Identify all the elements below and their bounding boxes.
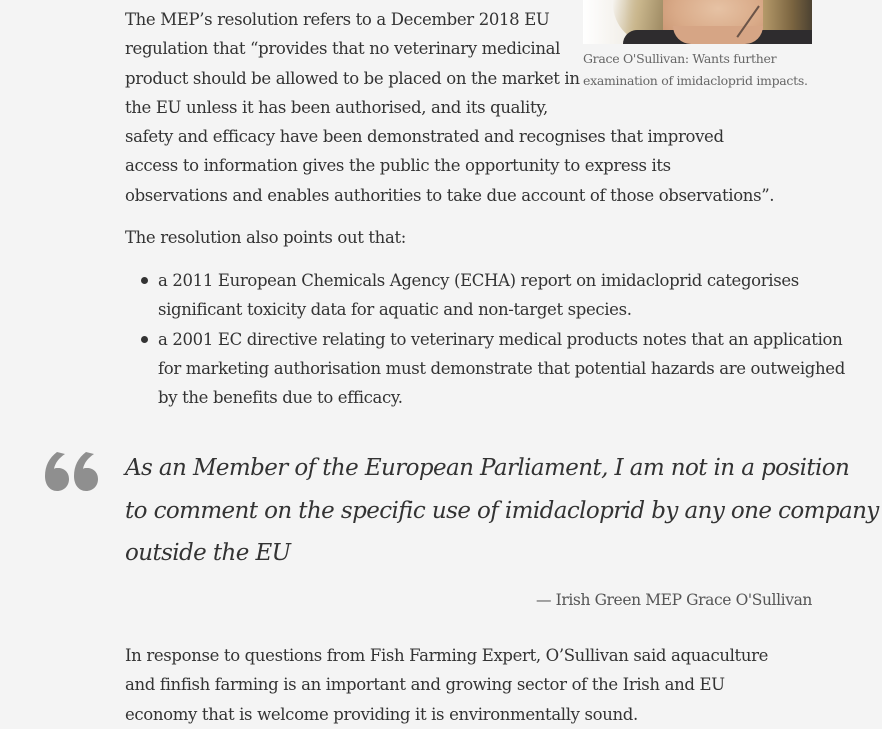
text-line: observations and enables authorities to take due account of those observations”. [125,185,775,205]
bullet-icon [141,277,148,284]
pull-quote [125,447,879,575]
quote-open-icon [43,448,103,498]
text-line: significant toxicity data for aquatic and non-target species. [158,300,632,320]
caption-line: examination of imidacloprid impacts. [583,73,808,88]
text-line: and finfish farming is an important and growing sector of the Irish and EU [125,675,725,695]
text-line: In response to questions from Fish Farming Expert, O’Sullivan said aquaculture [125,646,769,665]
text-line: by the benefits due to efficacy. [158,388,403,408]
text-line: a 2001 EC directive relating to veterinary medical products notes that an application [158,329,843,349]
paragraph-resolution [125,5,774,210]
caption-line: Grace O'Sullivan: Wants further [583,51,777,66]
text-line: economy that is welcome providing it is environmentally sound. [125,704,638,724]
text-line: regulation that “provides that no veterinary medicinal [125,39,561,59]
quote-line: As an Member of the European Parliament, I am not in a position [125,455,850,481]
text-line: for marketing authorisation must demonstrate that potential hazards are outweighed [158,358,845,378]
text-line: a 2011 European Chemicals Agency (ECHA) report on imidacloprid categorises [158,271,799,290]
quote-attribution: — Irish Green MEP Grace O'Sullivan [535,591,812,609]
text-line: safety and efficacy have been demonstrated and recognises that improved [125,127,724,147]
bullet-list [125,266,845,412]
quote-line: outside the EU [125,540,291,566]
paragraph-points-out: The resolution also points out that: [125,228,406,247]
text-line: the EU unless it has been authorised, and its quality, [125,97,548,117]
text-line: product should be allowed to be placed on the market in [125,68,580,88]
list-item [125,325,845,413]
list-item [125,266,845,325]
paragraph-response [125,641,768,729]
bullet-icon [141,336,148,343]
quote-line: to comment on the specific use of imidacloprid by any one company [125,497,879,524]
text-line: The MEP’s resolution refers to a December 2018 EU [125,10,550,29]
text-line: access to information gives the public the opportunity to express its [125,156,671,176]
